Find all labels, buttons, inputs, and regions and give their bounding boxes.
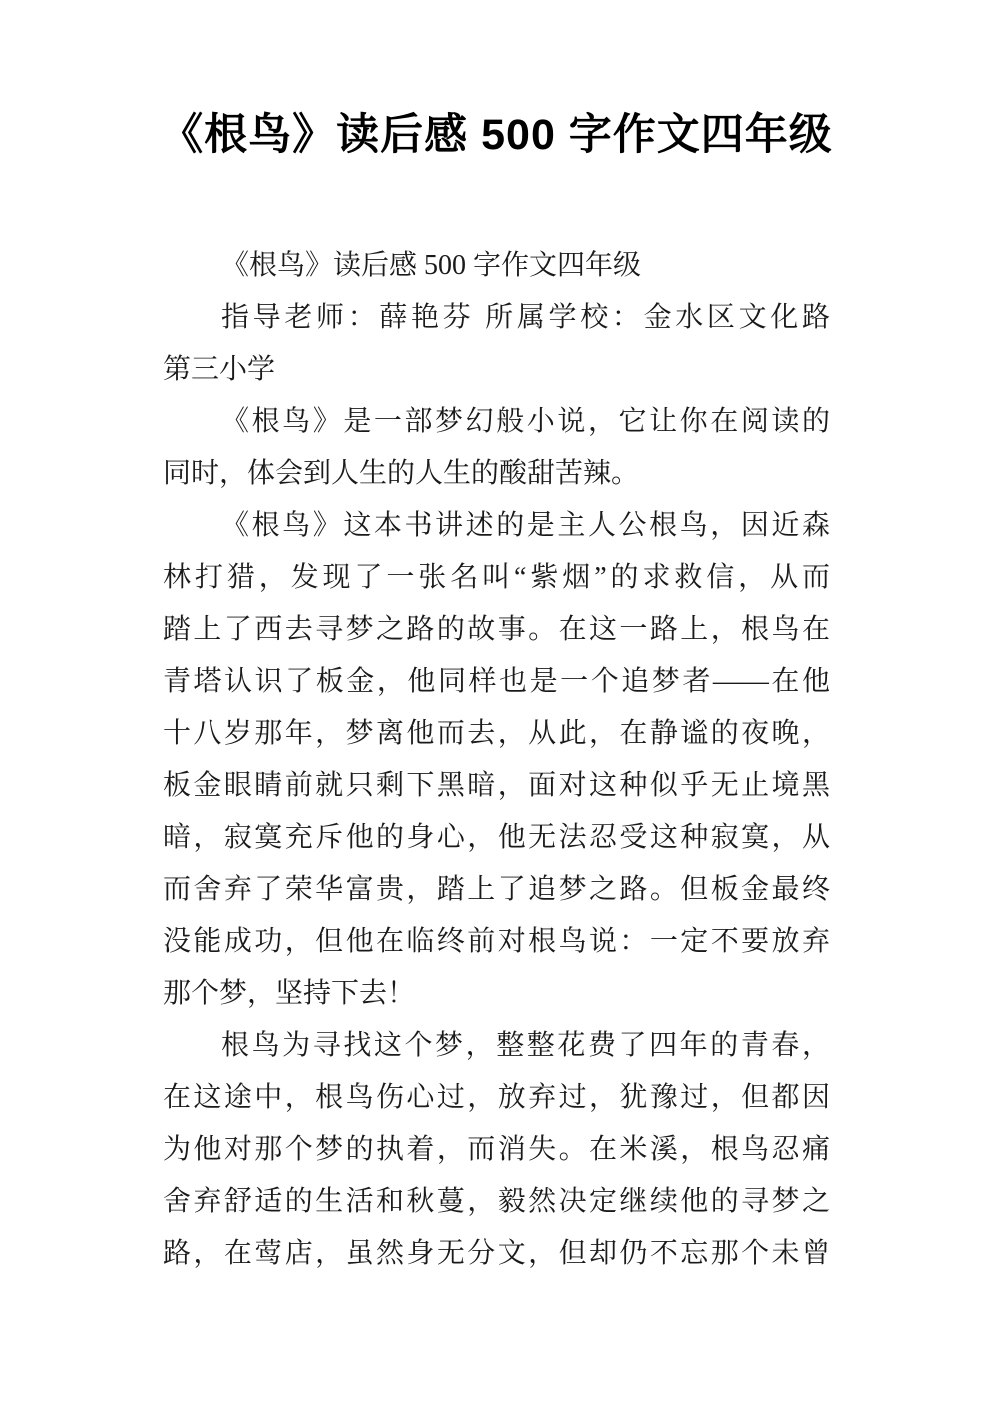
text-line: 板金眼睛前就只剩下黑暗，面对这种似乎无止境黑 bbox=[163, 770, 830, 801]
page-title: 《根鸟》读后感 500 字作文四年级 bbox=[160, 111, 833, 159]
text-line: 那个梦，坚持下去！ bbox=[163, 978, 416, 1009]
text-line: 指导老师：薛艳芬 所属学校：金水区文化路 bbox=[221, 302, 830, 333]
text-line: 踏上了西去寻梦之路的故事。在这一路上，根鸟在 bbox=[163, 614, 830, 645]
text-line: 林打猎，发现了一张名叫“紫烟”的求救信，从而 bbox=[163, 562, 830, 593]
text-line: 而舍弃了荣华富贵，踏上了追梦之路。但板金最终 bbox=[163, 874, 830, 905]
text-line: 十八岁那年，梦离他而去，从此，在静谧的夜晚， bbox=[163, 718, 830, 749]
text-line: 第三小学 bbox=[163, 354, 276, 385]
document-body bbox=[163, 240, 830, 1280]
text-line: 没能成功，但他在临终前对根鸟说：一定不要放弃 bbox=[163, 926, 830, 957]
text-line: 暗，寂寞充斥他的身心，他无法忍受这种寂寞，从 bbox=[163, 822, 830, 853]
text-line: 路，在莺店，虽然身无分文，但却仍不忘那个未曾 bbox=[163, 1238, 830, 1269]
text-line: 《根鸟》是一部梦幻般小说，它让你在阅读的 bbox=[221, 406, 830, 437]
text-line: 在这途中，根鸟伤心过，放弃过，犹豫过，但都因 bbox=[163, 1082, 830, 1113]
text-line: 同时，体会到人生的人生的酸甜苦辣。 bbox=[163, 458, 640, 489]
text-line: 舍弃舒适的生活和秋蔓，毅然决定继续他的寻梦之 bbox=[163, 1186, 830, 1217]
text-line: 青塔认识了板金，他同样也是一个追梦者——在他 bbox=[163, 666, 830, 697]
text-line: 为他对那个梦的执着，而消失。在米溪，根鸟忍痛 bbox=[163, 1134, 830, 1165]
text-line: 根鸟为寻找这个梦，整整花费了四年的青春， bbox=[221, 1030, 830, 1061]
text-line: 《根鸟》这本书讲述的是主人公根鸟，因近森 bbox=[221, 510, 830, 541]
text-line: 《根鸟》读后感 500 字作文四年级 bbox=[221, 250, 642, 281]
